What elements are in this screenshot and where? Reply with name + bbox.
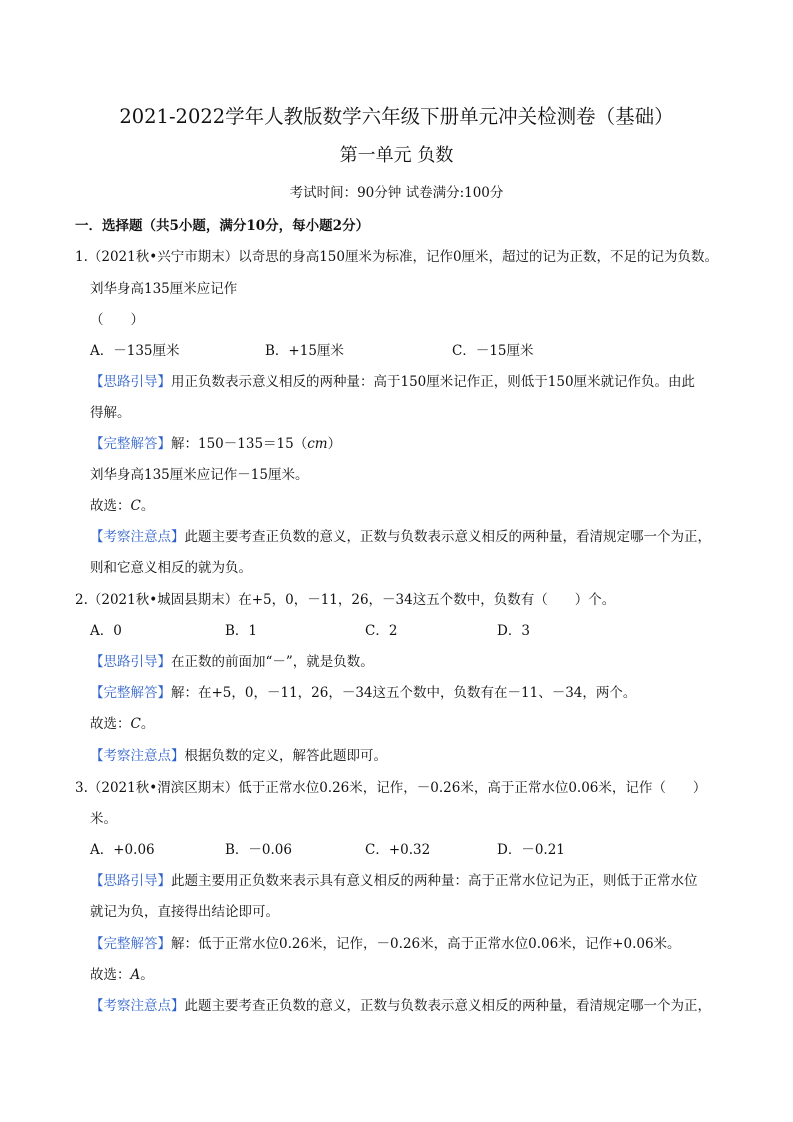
note-text: 根据负数的定义，解答此题即可。 (184, 748, 387, 764)
q1-option-a: A．－135厘米 (90, 343, 180, 359)
section-heading: 一．选择题（共5小题，满分10分，每小题2分） (75, 218, 370, 234)
choice-suffix: 。 (140, 716, 155, 732)
q3-note (90, 997, 711, 1015)
choice-suffix: 。 (140, 967, 154, 983)
hint-text: 此题主要用正负数来表示具有意义相反的两种量：高于正常水位记为正，则低于正常水位 (171, 873, 698, 889)
q1-note (90, 528, 711, 546)
q2-note (90, 747, 387, 765)
question-3-stem: 3.（2021秋•渭滨区期末）低于正常水位0.26米，记作，－0.26米，高于正常水位0.06米，记作（ ） (75, 780, 707, 796)
choice-suffix: 。 (140, 498, 155, 514)
note-label: 【考察注意点】 (90, 748, 185, 764)
choice-prefix: 故选： (90, 967, 131, 983)
q1-hint (90, 373, 695, 391)
choice-letter: C (130, 716, 141, 732)
q1-note-line2: 则和它意义相反的就为负。 (90, 560, 252, 576)
q3-option-d: D．－0.21 (497, 842, 565, 858)
q3-choice (90, 966, 154, 984)
answer-text-end: ） (327, 436, 342, 452)
q3-answer (90, 935, 681, 953)
answer-text: 解：150－135＝15（ (171, 436, 308, 452)
q1-answer (90, 435, 341, 453)
answer-label: 【完整解答】 (90, 436, 171, 452)
q2-option-b: B．1 (225, 623, 258, 639)
exam-info: 考试时间：90分钟 试卷满分:100分 (289, 185, 504, 201)
question-2-stem: 2.（2021秋•城固县期末）在+5，0，－11，26，－34这五个数中，负数有（ ）个。 (75, 592, 616, 608)
question-1-stem: 1.（2021秋•兴宁市期末）以奇思的身高150厘米为标准，记作0厘米，超过的记为正数，不足的记为负数。 (75, 249, 719, 265)
hint-label: 【思路引导】 (90, 374, 171, 390)
note-text: 此题主要考查正负数的意义，正数与负数表示意义相反的两种量，看清规定哪一个为正， (184, 529, 711, 545)
answer-label: 【完整解答】 (90, 685, 171, 701)
hint-label: 【思路引导】 (90, 873, 171, 889)
q3-option-b: B．－0.06 (225, 842, 292, 858)
question-1-blank: （ ） (90, 312, 144, 328)
q3-option-a: A．+0.06 (90, 842, 155, 858)
answer-text: 解：低于正常水位0.26米，记作，－0.26米，高于正常水位0.06米，记作+0.06米。 (171, 936, 681, 952)
question-3-stem-line2: 米。 (90, 811, 117, 827)
q2-option-c: C．2 (365, 623, 398, 639)
q1-option-b: B．+15厘米 (265, 343, 344, 359)
q1-choice (90, 497, 154, 515)
q2-option-d: D．3 (497, 623, 530, 639)
hint-label: 【思路引导】 (90, 654, 171, 670)
q1-answer-line2: 刘华身高135厘米应记作－15厘米。 (90, 467, 309, 483)
document-subtitle: 第一单元 负数 (339, 145, 454, 166)
note-label: 【考察注意点】 (90, 529, 185, 545)
unit-cm: cm (307, 436, 328, 452)
choice-prefix: 故选： (90, 498, 131, 514)
q3-hint (90, 872, 698, 890)
q2-hint (90, 653, 374, 671)
note-text: 此题主要考查正负数的意义，正数与负数表示意义相反的两种量，看清规定哪一个为正， (184, 998, 711, 1014)
answer-text: 解：在+5，0，－11，26，－34这五个数中，负数有在－11、－34，两个。 (171, 685, 637, 701)
answer-label: 【完整解答】 (90, 936, 171, 952)
q2-choice (90, 715, 154, 733)
q1-hint-line2: 得解。 (90, 405, 131, 421)
q2-option-a: A．0 (90, 623, 122, 639)
hint-text: 在正数的前面加“－”，就是负数。 (171, 654, 374, 670)
question-1-stem-line2: 刘华身高135厘米应记作 (90, 281, 238, 297)
q1-option-c: C．－15厘米 (452, 343, 534, 359)
hint-text: 用正负数表示意义相反的两种量：高于150厘米记作正，则低于150厘米就记作负。由此 (171, 374, 696, 390)
choice-letter: A (130, 967, 141, 983)
q3-option-c: C．+0.32 (365, 842, 431, 858)
choice-prefix: 故选： (90, 716, 131, 732)
document-title: 2021-2022学年人教版数学六年级下册单元冲关检测卷（基础） (119, 105, 674, 128)
q3-hint-line2: 就记为负，直接得出结论即可。 (90, 904, 279, 920)
choice-letter: C (130, 498, 141, 514)
note-label: 【考察注意点】 (90, 998, 185, 1014)
q2-answer (90, 684, 636, 702)
